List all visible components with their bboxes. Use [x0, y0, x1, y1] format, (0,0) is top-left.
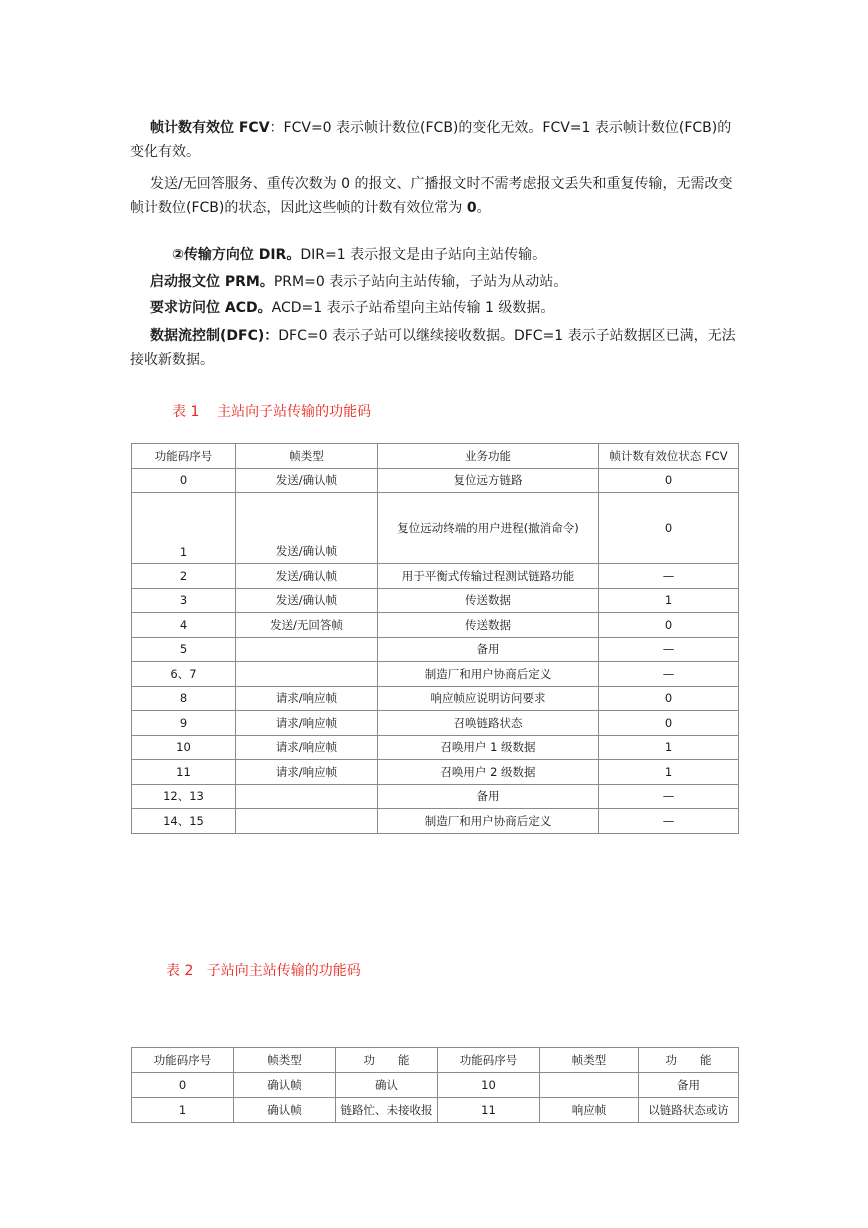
- table-cell: [236, 784, 378, 809]
- column-header: 功能码序号: [438, 1048, 540, 1073]
- table-row: [132, 1073, 739, 1098]
- table-row: [132, 637, 739, 662]
- table-cell: 1: [599, 760, 739, 785]
- table-row: [132, 735, 739, 760]
- table-cell: 用于平衡式传输过程测试链路功能: [378, 564, 599, 589]
- table-row: [132, 784, 739, 809]
- table-cell: 以链路状态或访: [639, 1098, 739, 1123]
- table-cell: —: [599, 784, 739, 809]
- table-cell: 1: [132, 1098, 234, 1123]
- table1-caption: 表 1 主站向子站传输的功能码: [172, 404, 372, 420]
- table-row: [132, 1098, 739, 1123]
- table-cell: 0: [599, 613, 739, 638]
- column-header: 帧类型: [234, 1048, 336, 1073]
- table-cell: 12、13: [132, 784, 236, 809]
- dfc-term: 数据流控制(DFC)：: [150, 328, 279, 344]
- table-cell: 5: [132, 637, 236, 662]
- table2-header-row: [132, 1048, 739, 1073]
- table-cell: 制造厂和用户协商后定义: [378, 662, 599, 687]
- table-cell: —: [599, 662, 739, 687]
- table-cell: 4: [132, 613, 236, 638]
- dir-description: DIR=1 表示报文是由子站向主站传输。: [300, 247, 547, 263]
- acd-paragraph: [130, 296, 742, 320]
- table-cell: 1: [599, 735, 739, 760]
- table-cell: 6、7: [132, 662, 236, 687]
- fcb-note-value: 0: [466, 200, 477, 216]
- column-header: 功 能: [336, 1048, 438, 1073]
- dir-term: ②传输方向位 DIR。: [172, 247, 301, 263]
- table-cell: 链路忙、未接收报: [336, 1098, 438, 1123]
- table-cell: 备用: [378, 637, 599, 662]
- table2: [131, 1047, 739, 1123]
- acd-description: ACD=1 表示子站希望向主站传输 1 级数据。: [271, 300, 555, 316]
- column-header: 帧类型: [540, 1048, 639, 1073]
- table-cell: [236, 637, 378, 662]
- column-header: 功能码序号: [132, 444, 236, 469]
- table-row: [132, 613, 739, 638]
- table-cell: 0: [599, 686, 739, 711]
- table-cell: 3: [132, 588, 236, 613]
- table-cell: 8: [132, 686, 236, 711]
- table-cell: 制造厂和用户协商后定义: [378, 809, 599, 834]
- table-cell: 备用: [378, 784, 599, 809]
- table-cell: 请求/响应帧: [236, 686, 378, 711]
- table-cell: 召唤用户 2 级数据: [378, 760, 599, 785]
- table-cell: 响应帧应说明访问要求: [378, 686, 599, 711]
- table-cell: 传送数据: [378, 613, 599, 638]
- table-cell: 召唤链路状态: [378, 711, 599, 736]
- column-header: 帧类型: [236, 444, 378, 469]
- table-cell: 确认帧: [234, 1098, 336, 1123]
- table-row: [132, 662, 739, 687]
- table-cell: 召唤用户 1 级数据: [378, 735, 599, 760]
- table-cell: 确认: [336, 1073, 438, 1098]
- table-row: [132, 809, 739, 834]
- table-cell: 发送/确认帧: [236, 468, 378, 493]
- table-cell: 发送/无回答帧: [236, 613, 378, 638]
- table-cell: —: [599, 637, 739, 662]
- column-header: 帧计数有效位状态 FCV: [599, 444, 739, 469]
- dfc-description: DFC=0 表示子站可以继续接收数据。DFC=1 表示子站数据区已满，无法接收新数据。: [130, 328, 736, 368]
- table-cell: 11: [132, 760, 236, 785]
- table-cell: 1: [599, 588, 739, 613]
- table-cell: 9: [132, 711, 236, 736]
- table-cell: 复位远方链路: [378, 468, 599, 493]
- table-cell: 0: [599, 468, 739, 493]
- column-header: 业务功能: [378, 444, 599, 469]
- table-row: [132, 493, 739, 564]
- fcb-note-paragraph: [130, 172, 742, 220]
- table-row: [132, 686, 739, 711]
- table-row: [132, 588, 739, 613]
- table-row: [132, 760, 739, 785]
- table-cell: 发送/确认帧: [236, 493, 378, 564]
- fcv-paragraph: [130, 116, 742, 164]
- table-cell: 10: [438, 1073, 540, 1098]
- table-cell: —: [599, 809, 739, 834]
- table-cell: 确认帧: [234, 1073, 336, 1098]
- table-cell: 10: [132, 735, 236, 760]
- table-cell: 0: [599, 493, 739, 564]
- prm-term: 启动报文位 PRM。: [150, 274, 274, 290]
- table-cell: 1: [132, 493, 236, 564]
- table-cell: [540, 1073, 639, 1098]
- table-cell: 请求/响应帧: [236, 735, 378, 760]
- table1-header-row: [132, 444, 739, 469]
- fcb-note-text: 发送/无回答服务、重传次数为 0 的报文、广播报文时不需考虑报文丢失和重复传输，无需改变帧计数位(FCB)的状态，因此这些帧的计数有效位常为: [130, 176, 733, 216]
- table-cell: 0: [132, 468, 236, 493]
- table-cell: 请求/响应帧: [236, 711, 378, 736]
- table-cell: 传送数据: [378, 588, 599, 613]
- column-header: 功能码序号: [132, 1048, 234, 1073]
- table-row: [132, 711, 739, 736]
- table-cell: 响应帧: [540, 1098, 639, 1123]
- fcv-description: ：FCV=0 表示帧计数位(FCB)的变化无效。FCV=1 表示帧计数位(FCB)的变化有效。: [130, 120, 732, 160]
- table-cell: 发送/确认帧: [236, 564, 378, 589]
- acd-term: 要求访问位 ACD。: [150, 300, 272, 316]
- dir-paragraph: [130, 243, 742, 267]
- table-cell: 备用: [639, 1073, 739, 1098]
- prm-description: PRM=0 表示子站向主站传输，子站为从动站。: [273, 274, 568, 290]
- dfc-paragraph: [130, 324, 742, 372]
- table-row: [132, 564, 739, 589]
- column-header: 功 能: [639, 1048, 739, 1073]
- table-row: [132, 468, 739, 493]
- table-cell: 11: [438, 1098, 540, 1123]
- table1: [131, 443, 739, 834]
- table-cell: 复位远动终端的用户进程(撤消命令): [378, 493, 599, 564]
- table-cell: 发送/确认帧: [236, 588, 378, 613]
- fcv-term: 帧计数有效位 FCV: [150, 120, 270, 136]
- table-cell: [236, 662, 378, 687]
- table-cell: 14、15: [132, 809, 236, 834]
- table-cell: —: [599, 564, 739, 589]
- table-cell: 0: [132, 1073, 234, 1098]
- table-cell: 0: [599, 711, 739, 736]
- table-cell: 请求/响应帧: [236, 760, 378, 785]
- prm-paragraph: [130, 270, 742, 294]
- fcb-note-end: 。: [476, 200, 491, 216]
- table2-caption: 表 2 子站向主站传输的功能码: [166, 963, 361, 979]
- table-cell: 2: [132, 564, 236, 589]
- table-cell: [236, 809, 378, 834]
